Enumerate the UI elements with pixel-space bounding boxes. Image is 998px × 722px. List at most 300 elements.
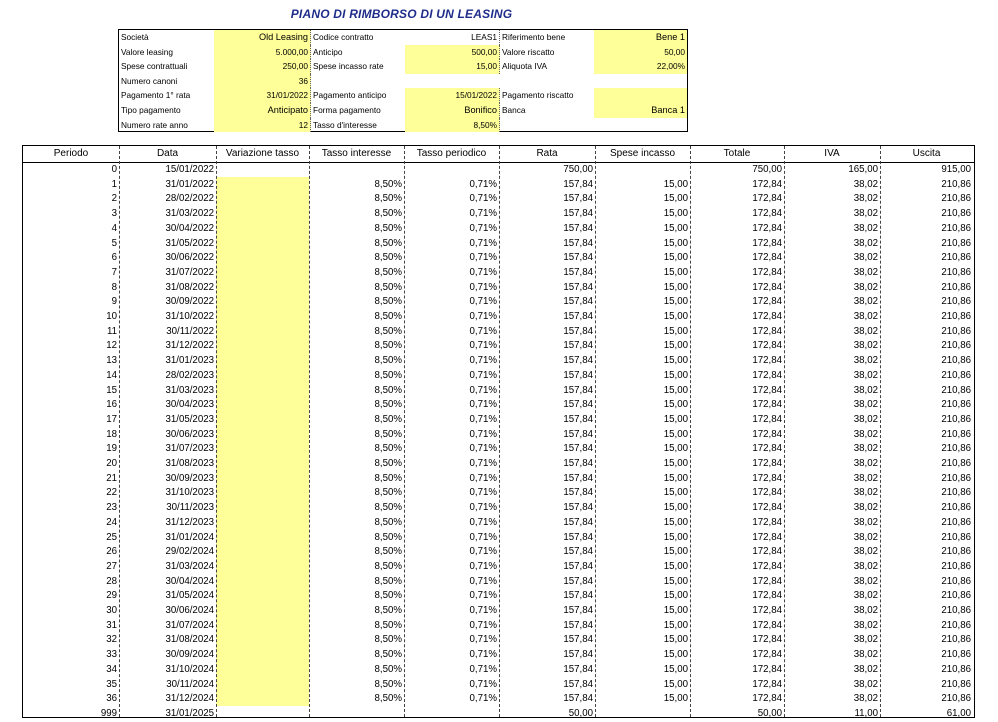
- cell-variazione-tasso[interactable]: [216, 442, 309, 457]
- cell-spese-incasso[interactable]: 15,00: [663, 325, 688, 337]
- cell-rata[interactable]: 157,84: [563, 237, 593, 249]
- cell-data[interactable]: 30/06/2024: [165, 605, 214, 616]
- spese-value[interactable]: 250,00: [214, 59, 311, 74]
- cell-periodo[interactable]: 23: [106, 502, 117, 514]
- cell-data[interactable]: 28/02/2022: [165, 193, 214, 205]
- cell-totale[interactable]: 172,84: [752, 237, 782, 249]
- cell-rata[interactable]: 157,84: [563, 222, 593, 234]
- incasso-value[interactable]: 15,00: [405, 59, 500, 74]
- cell-rata[interactable]: 157,84: [563, 575, 593, 587]
- cell-uscita[interactable]: 61,00: [946, 707, 971, 719]
- cell-data[interactable]: 15/01/2022: [165, 164, 214, 175]
- cell-periodo[interactable]: 0: [111, 164, 117, 175]
- cell-variazione-tasso[interactable]: [216, 295, 309, 310]
- cell-tasso-periodico[interactable]: 0,71%: [469, 560, 497, 572]
- cell-iva[interactable]: 38,02: [853, 590, 878, 602]
- cell-variazione-tasso[interactable]: [216, 192, 309, 207]
- cell-data[interactable]: 31/10/2023: [165, 487, 214, 499]
- banca-value[interactable]: Banca 1: [594, 103, 687, 118]
- header-variazione-tasso[interactable]: Variazione tasso: [225, 148, 300, 159]
- cell-iva[interactable]: 38,02: [853, 458, 878, 469]
- cell-tasso-periodico[interactable]: 0,71%: [469, 413, 497, 425]
- cell-uscita[interactable]: 210,86: [941, 663, 971, 675]
- cell-rata[interactable]: 157,84: [563, 663, 593, 675]
- cell-uscita[interactable]: 210,86: [941, 546, 971, 558]
- cell-tasso-periodico[interactable]: 0,71%: [469, 516, 497, 528]
- cell-iva[interactable]: 38,02: [853, 693, 878, 705]
- cell-data[interactable]: 31/03/2023: [165, 384, 214, 396]
- cell-periodo[interactable]: 15: [106, 384, 117, 396]
- cell-spese-incasso[interactable]: [595, 707, 690, 722]
- cell-iva[interactable]: 38,02: [853, 575, 878, 587]
- cell-data[interactable]: 30/09/2023: [165, 472, 214, 484]
- cell-rata[interactable]: 157,84: [563, 443, 593, 455]
- cell-uscita[interactable]: 210,86: [941, 458, 971, 469]
- cell-variazione-tasso[interactable]: [216, 266, 309, 281]
- cell-tasso-interesse[interactable]: 8,50%: [374, 325, 402, 337]
- cell-data[interactable]: 30/04/2022: [165, 222, 214, 234]
- tipo-value[interactable]: Anticipato: [214, 103, 311, 118]
- cell-totale[interactable]: 172,84: [752, 399, 782, 411]
- cell-totale[interactable]: 172,84: [752, 502, 782, 514]
- cell-data[interactable]: 31/05/2022: [165, 237, 214, 249]
- cell-spese-incasso[interactable]: [595, 163, 690, 178]
- cell-iva[interactable]: 38,02: [853, 413, 878, 425]
- codice-value[interactable]: LEAS1: [405, 30, 500, 45]
- cell-uscita[interactable]: 210,86: [941, 399, 971, 411]
- cell-iva[interactable]: 38,02: [853, 605, 878, 616]
- cell-spese-incasso[interactable]: 15,00: [663, 193, 688, 205]
- cell-iva[interactable]: 38,02: [853, 340, 878, 352]
- cell-tasso-interesse[interactable]: 8,50%: [374, 296, 402, 308]
- cell-iva[interactable]: 38,02: [853, 355, 878, 367]
- cell-rata[interactable]: 157,84: [563, 487, 593, 499]
- cell-periodo[interactable]: 26: [106, 546, 117, 558]
- cell-spese-incasso[interactable]: 15,00: [663, 546, 688, 558]
- cell-tasso-interesse[interactable]: 8,50%: [374, 693, 402, 705]
- cell-spese-incasso[interactable]: 15,00: [663, 222, 688, 234]
- cell-data[interactable]: 31/01/2024: [165, 531, 214, 543]
- cell-iva[interactable]: 38,02: [853, 325, 878, 337]
- cell-tasso-periodico[interactable]: 0,71%: [469, 193, 497, 205]
- cell-variazione-tasso[interactable]: [216, 237, 309, 252]
- cell-uscita[interactable]: 210,86: [941, 516, 971, 528]
- cell-variazione-tasso[interactable]: [216, 222, 309, 237]
- cell-totale[interactable]: 172,84: [752, 590, 782, 602]
- cell-spese-incasso[interactable]: 15,00: [663, 605, 688, 616]
- cell-totale[interactable]: 172,84: [752, 693, 782, 705]
- cell-variazione-tasso[interactable]: [216, 633, 309, 648]
- cell-iva[interactable]: 38,02: [853, 384, 878, 396]
- cell-tasso-periodico[interactable]: 0,71%: [469, 590, 497, 602]
- cell-periodo[interactable]: 2: [111, 193, 117, 205]
- cell-periodo[interactable]: 31: [106, 619, 117, 631]
- cell-tasso-interesse[interactable]: 8,50%: [374, 458, 402, 469]
- cell-rata[interactable]: 157,84: [563, 369, 593, 381]
- cell-spese-incasso[interactable]: 15,00: [663, 369, 688, 381]
- cell-tasso-periodico[interactable]: 0,71%: [469, 634, 497, 646]
- cell-spese-incasso[interactable]: 15,00: [663, 693, 688, 705]
- cell-uscita[interactable]: 210,86: [941, 252, 971, 264]
- cell-periodo[interactable]: 33: [106, 649, 117, 661]
- cell-periodo[interactable]: 32: [106, 634, 117, 646]
- cell-iva[interactable]: 38,02: [853, 208, 878, 220]
- cell-iva[interactable]: 38,02: [853, 634, 878, 646]
- cell-data[interactable]: 31/10/2022: [165, 311, 214, 322]
- cell-tasso-interesse[interactable]: 8,50%: [374, 546, 402, 558]
- cell-rata[interactable]: 157,84: [563, 252, 593, 264]
- cell-data[interactable]: 31/03/2022: [165, 208, 214, 220]
- cell-tasso-interesse[interactable]: 8,50%: [374, 649, 402, 661]
- cell-variazione-tasso[interactable]: [216, 678, 309, 693]
- cell-tasso-interesse[interactable]: 8,50%: [374, 237, 402, 249]
- cell-data[interactable]: 31/07/2023: [165, 443, 214, 455]
- cell-rata[interactable]: 157,84: [563, 178, 593, 190]
- cell-iva[interactable]: 38,02: [853, 281, 878, 293]
- cell-totale[interactable]: 172,84: [752, 296, 782, 308]
- cell-uscita[interactable]: 210,86: [941, 649, 971, 661]
- cell-uscita[interactable]: 210,86: [941, 178, 971, 190]
- cell-data[interactable]: 30/09/2022: [165, 296, 214, 308]
- cell-variazione-tasso[interactable]: [216, 545, 309, 560]
- cell-iva[interactable]: 38,02: [853, 266, 878, 278]
- cell-tasso-periodico[interactable]: [404, 707, 499, 722]
- header-periodo[interactable]: Periodo: [53, 148, 89, 159]
- cell-periodo[interactable]: 30: [106, 605, 117, 616]
- cell-tasso-interesse[interactable]: 8,50%: [374, 634, 402, 646]
- cell-rata[interactable]: 157,84: [563, 193, 593, 205]
- header-data[interactable]: Data: [156, 148, 179, 159]
- cell-uscita[interactable]: 210,86: [941, 281, 971, 293]
- cell-tasso-periodico[interactable]: 0,71%: [469, 296, 497, 308]
- cell-data[interactable]: 28/02/2023: [165, 369, 214, 381]
- cell-tasso-periodico[interactable]: 0,71%: [469, 355, 497, 367]
- cell-data[interactable]: 31/05/2023: [165, 413, 214, 425]
- header-uscita[interactable]: Uscita: [912, 148, 941, 159]
- cell-uscita[interactable]: 210,86: [941, 208, 971, 220]
- cell-iva[interactable]: 38,02: [853, 178, 878, 190]
- cell-uscita[interactable]: 210,86: [941, 355, 971, 367]
- cell-variazione-tasso[interactable]: [216, 692, 309, 707]
- cell-variazione-tasso[interactable]: [216, 281, 309, 296]
- cell-spese-incasso[interactable]: 15,00: [663, 443, 688, 455]
- cell-iva[interactable]: 38,02: [853, 222, 878, 234]
- cell-spese-incasso[interactable]: 15,00: [663, 516, 688, 528]
- cell-totale[interactable]: 172,84: [752, 575, 782, 587]
- cell-totale[interactable]: 172,84: [752, 222, 782, 234]
- cell-periodo[interactable]: 35: [106, 678, 117, 690]
- cell-iva[interactable]: 38,02: [853, 472, 878, 484]
- cell-variazione-tasso[interactable]: [216, 472, 309, 487]
- cell-tasso-interesse[interactable]: 8,50%: [374, 340, 402, 352]
- cell-uscita[interactable]: 210,86: [941, 472, 971, 484]
- cell-spese-incasso[interactable]: 15,00: [663, 428, 688, 440]
- cell-uscita[interactable]: 210,86: [941, 575, 971, 587]
- cell-uscita[interactable]: 210,86: [941, 237, 971, 249]
- cell-tasso-interesse[interactable]: 8,50%: [374, 678, 402, 690]
- cell-tasso-periodico[interactable]: 0,71%: [469, 399, 497, 411]
- cell-data[interactable]: 30/11/2022: [166, 325, 214, 337]
- cell-rata[interactable]: 157,84: [563, 649, 593, 661]
- cell-tasso-periodico[interactable]: 0,71%: [469, 605, 497, 616]
- cell-data[interactable]: 31/03/2024: [165, 560, 214, 572]
- cell-periodo[interactable]: 19: [106, 443, 117, 455]
- cell-tasso-interesse[interactable]: 8,50%: [374, 590, 402, 602]
- cell-data[interactable]: 31/12/2022: [165, 340, 214, 352]
- cell-tasso-periodico[interactable]: 0,71%: [469, 487, 497, 499]
- cell-tasso-periodico[interactable]: 0,71%: [469, 340, 497, 352]
- cell-spese-incasso[interactable]: 15,00: [663, 619, 688, 631]
- cell-periodo[interactable]: 12: [106, 340, 117, 352]
- cell-iva[interactable]: 38,02: [853, 311, 878, 322]
- cell-tasso-interesse[interactable]: 8,50%: [374, 531, 402, 543]
- forma-value[interactable]: Bonifico: [405, 103, 500, 118]
- cell-totale[interactable]: 172,84: [752, 458, 782, 469]
- cell-iva[interactable]: 38,02: [853, 443, 878, 455]
- cell-iva[interactable]: 11,00: [854, 707, 878, 719]
- cell-data[interactable]: 30/04/2024: [165, 575, 214, 587]
- cell-rata[interactable]: 157,84: [563, 208, 593, 220]
- cell-variazione-tasso[interactable]: [216, 648, 309, 663]
- cell-rata[interactable]: 157,84: [563, 399, 593, 411]
- cell-spese-incasso[interactable]: 15,00: [663, 252, 688, 264]
- cell-uscita[interactable]: 210,86: [941, 193, 971, 205]
- cell-tasso-periodico[interactable]: 0,71%: [469, 575, 497, 587]
- cell-data[interactable]: 31/12/2023: [165, 516, 214, 528]
- cell-variazione-tasso[interactable]: [216, 428, 309, 443]
- header-tasso-interesse[interactable]: Tasso interesse: [321, 148, 392, 159]
- iva-value[interactable]: 22,00%: [594, 59, 687, 74]
- cell-totale[interactable]: 172,84: [752, 560, 782, 572]
- cell-rata[interactable]: 157,84: [563, 428, 593, 440]
- cell-uscita[interactable]: 915,00: [941, 164, 971, 175]
- cell-tasso-interesse[interactable]: 8,50%: [374, 663, 402, 675]
- rateanno-value[interactable]: 12: [214, 118, 311, 133]
- cell-tasso-periodico[interactable]: [404, 163, 499, 178]
- cell-spese-incasso[interactable]: 15,00: [663, 340, 688, 352]
- cell-totale[interactable]: 172,84: [752, 340, 782, 352]
- cell-totale[interactable]: 172,84: [752, 649, 782, 661]
- cell-variazione-tasso[interactable]: [216, 207, 309, 222]
- cell-tasso-interesse[interactable]: 8,50%: [374, 208, 402, 220]
- cell-variazione-tasso[interactable]: [216, 516, 309, 531]
- cell-spese-incasso[interactable]: 15,00: [663, 590, 688, 602]
- cell-data[interactable]: 31/08/2023: [165, 458, 214, 469]
- cell-variazione-tasso[interactable]: [216, 604, 309, 619]
- cell-totale[interactable]: 172,84: [752, 634, 782, 646]
- cell-tasso-interesse[interactable]: 8,50%: [374, 487, 402, 499]
- cell-totale[interactable]: 172,84: [752, 208, 782, 220]
- cell-uscita[interactable]: 210,86: [941, 693, 971, 705]
- cell-tasso-periodico[interactable]: 0,71%: [469, 222, 497, 234]
- cell-totale[interactable]: 750,00: [752, 164, 782, 175]
- cell-variazione-tasso[interactable]: [216, 619, 309, 634]
- cell-totale[interactable]: 172,84: [752, 678, 782, 690]
- cell-tasso-periodico[interactable]: 0,71%: [469, 443, 497, 455]
- cell-rata[interactable]: 157,84: [563, 678, 593, 690]
- cell-rata[interactable]: 157,84: [563, 311, 593, 322]
- cell-data[interactable]: 31/05/2024: [165, 590, 214, 602]
- cell-tasso-periodico[interactable]: 0,71%: [469, 281, 497, 293]
- cell-variazione-tasso[interactable]: [216, 339, 309, 354]
- cell-tasso-interesse[interactable]: 8,50%: [374, 355, 402, 367]
- cell-rata[interactable]: 157,84: [563, 325, 593, 337]
- cell-data[interactable]: 31/07/2024: [165, 619, 214, 631]
- cell-rata[interactable]: 157,84: [563, 619, 593, 631]
- cell-tasso-periodico[interactable]: 0,71%: [469, 458, 497, 469]
- cell-tasso-interesse[interactable]: 8,50%: [374, 252, 402, 264]
- cell-tasso-interesse[interactable]: 8,50%: [374, 266, 402, 278]
- cell-variazione-tasso[interactable]: [216, 501, 309, 516]
- cell-data[interactable]: 30/04/2023: [165, 399, 214, 411]
- cell-uscita[interactable]: 210,86: [941, 487, 971, 499]
- anticipo-value[interactable]: 500,00: [405, 45, 500, 60]
- cell-tasso-periodico[interactable]: 0,71%: [469, 619, 497, 631]
- cell-spese-incasso[interactable]: 15,00: [663, 355, 688, 367]
- cell-tasso-interesse[interactable]: 8,50%: [374, 193, 402, 205]
- header-iva[interactable]: IVA: [824, 148, 840, 159]
- cell-tasso-interesse[interactable]: 8,50%: [374, 384, 402, 396]
- cell-uscita[interactable]: 210,86: [941, 502, 971, 514]
- cell-tasso-periodico[interactable]: 0,71%: [469, 649, 497, 661]
- header-rata[interactable]: Rata: [536, 148, 558, 159]
- cell-periodo[interactable]: 9: [111, 296, 117, 308]
- cell-iva[interactable]: 38,02: [853, 560, 878, 572]
- cell-tasso-periodico[interactable]: 0,71%: [469, 237, 497, 249]
- cell-tasso-periodico[interactable]: 0,71%: [469, 311, 497, 322]
- cell-periodo[interactable]: 18: [106, 428, 117, 440]
- cell-tasso-interesse[interactable]: 8,50%: [374, 472, 402, 484]
- cell-totale[interactable]: 172,84: [752, 472, 782, 484]
- cell-rata[interactable]: 157,84: [563, 281, 593, 293]
- cell-variazione-tasso[interactable]: [216, 384, 309, 399]
- cell-iva[interactable]: 38,02: [853, 296, 878, 308]
- cell-rata[interactable]: 157,84: [563, 590, 593, 602]
- cell-periodo[interactable]: 29: [106, 590, 117, 602]
- cell-variazione-tasso[interactable]: [216, 589, 309, 604]
- cell-spese-incasso[interactable]: 15,00: [663, 178, 688, 190]
- cell-periodo[interactable]: 22: [106, 487, 117, 499]
- cell-uscita[interactable]: 210,86: [941, 369, 971, 381]
- cell-periodo[interactable]: 36: [106, 693, 117, 705]
- cell-rata[interactable]: 157,84: [563, 546, 593, 558]
- cell-spese-incasso[interactable]: 15,00: [663, 472, 688, 484]
- cell-iva[interactable]: 38,02: [853, 649, 878, 661]
- cell-data[interactable]: 31/01/2022: [165, 178, 214, 190]
- cell-tasso-periodico[interactable]: 0,71%: [469, 266, 497, 278]
- cell-uscita[interactable]: 210,86: [941, 560, 971, 572]
- cell-iva[interactable]: 38,02: [853, 193, 878, 205]
- cell-totale[interactable]: 172,84: [752, 605, 782, 616]
- cell-variazione-tasso[interactable]: [216, 707, 309, 722]
- cell-iva[interactable]: 38,02: [853, 619, 878, 631]
- cell-periodo[interactable]: 7: [111, 266, 117, 278]
- cell-periodo[interactable]: 14: [106, 369, 117, 381]
- cell-data[interactable]: 31/01/2023: [165, 355, 214, 367]
- cell-periodo[interactable]: 16: [106, 399, 117, 411]
- cell-rata[interactable]: 157,84: [563, 266, 593, 278]
- cell-totale[interactable]: 172,84: [752, 546, 782, 558]
- cell-periodo[interactable]: 3: [111, 208, 117, 220]
- tasso-value[interactable]: 8,50%: [405, 118, 500, 133]
- cell-spese-incasso[interactable]: 15,00: [663, 649, 688, 661]
- cell-periodo[interactable]: 5: [111, 237, 117, 249]
- cell-spese-incasso[interactable]: 15,00: [663, 678, 688, 690]
- cell-data[interactable]: 30/06/2022: [165, 252, 214, 264]
- cell-spese-incasso[interactable]: 15,00: [663, 384, 688, 396]
- cell-iva[interactable]: 38,02: [853, 252, 878, 264]
- cell-spese-incasso[interactable]: 15,00: [663, 399, 688, 411]
- cell-totale[interactable]: 172,84: [752, 355, 782, 367]
- cell-iva[interactable]: 38,02: [853, 237, 878, 249]
- cell-uscita[interactable]: 210,86: [941, 413, 971, 425]
- cell-rata[interactable]: 157,84: [563, 502, 593, 514]
- cell-variazione-tasso[interactable]: [216, 354, 309, 369]
- cell-uscita[interactable]: 210,86: [941, 266, 971, 278]
- cell-tasso-interesse[interactable]: 8,50%: [374, 222, 402, 234]
- cell-spese-incasso[interactable]: 15,00: [663, 663, 688, 675]
- cell-periodo[interactable]: 6: [111, 252, 117, 264]
- cell-variazione-tasso[interactable]: [216, 398, 309, 413]
- cell-spese-incasso[interactable]: 15,00: [663, 502, 688, 514]
- cell-uscita[interactable]: 210,86: [941, 340, 971, 352]
- cell-uscita[interactable]: 210,86: [941, 678, 971, 690]
- cell-variazione-tasso[interactable]: [216, 413, 309, 428]
- cell-uscita[interactable]: 210,86: [941, 634, 971, 646]
- cell-periodo[interactable]: 34: [106, 663, 117, 675]
- cell-totale[interactable]: 172,84: [752, 663, 782, 675]
- cell-rata[interactable]: 750,00: [563, 164, 593, 175]
- cell-tasso-periodico[interactable]: 0,71%: [469, 369, 497, 381]
- cell-totale[interactable]: 50,00: [757, 707, 782, 719]
- cell-tasso-interesse[interactable]: 8,50%: [374, 516, 402, 528]
- cell-spese-incasso[interactable]: 15,00: [663, 634, 688, 646]
- cell-totale[interactable]: 172,84: [752, 193, 782, 205]
- cell-spese-incasso[interactable]: 15,00: [663, 487, 688, 499]
- cell-totale[interactable]: 172,84: [752, 311, 782, 322]
- cell-rata[interactable]: 157,84: [563, 458, 593, 469]
- cell-tasso-interesse[interactable]: [309, 163, 404, 178]
- cell-totale[interactable]: 172,84: [752, 487, 782, 499]
- cell-tasso-interesse[interactable]: 8,50%: [374, 443, 402, 455]
- cell-data[interactable]: 29/02/2024: [165, 546, 214, 558]
- cell-uscita[interactable]: 210,86: [941, 443, 971, 455]
- cell-rata[interactable]: 157,84: [563, 384, 593, 396]
- cell-tasso-interesse[interactable]: 8,50%: [374, 428, 402, 440]
- cell-uscita[interactable]: 210,86: [941, 590, 971, 602]
- cell-data[interactable]: 31/08/2024: [165, 634, 214, 646]
- cell-rata[interactable]: 157,84: [563, 531, 593, 543]
- cell-data[interactable]: 31/08/2022: [165, 281, 214, 293]
- paganticipo-value[interactable]: 15/01/2022: [405, 88, 500, 103]
- cell-tasso-periodico[interactable]: 0,71%: [469, 678, 497, 690]
- cell-periodo[interactable]: 999: [100, 707, 117, 719]
- cell-totale[interactable]: 172,84: [752, 428, 782, 440]
- cell-rata[interactable]: 157,84: [563, 413, 593, 425]
- cell-variazione-tasso[interactable]: [216, 178, 309, 193]
- cell-periodo[interactable]: 13: [106, 355, 117, 367]
- cell-iva[interactable]: 38,02: [853, 678, 878, 690]
- cell-uscita[interactable]: 210,86: [941, 311, 971, 322]
- cell-data[interactable]: 31/07/2022: [165, 266, 214, 278]
- cell-tasso-interesse[interactable]: 8,50%: [374, 560, 402, 572]
- cell-data[interactable]: 30/11/2023: [166, 502, 214, 514]
- cell-spese-incasso[interactable]: 15,00: [663, 560, 688, 572]
- header-totale[interactable]: Totale: [723, 148, 751, 159]
- cell-uscita[interactable]: 210,86: [941, 619, 971, 631]
- cell-iva[interactable]: 38,02: [853, 546, 878, 558]
- cell-rata[interactable]: 157,84: [563, 472, 593, 484]
